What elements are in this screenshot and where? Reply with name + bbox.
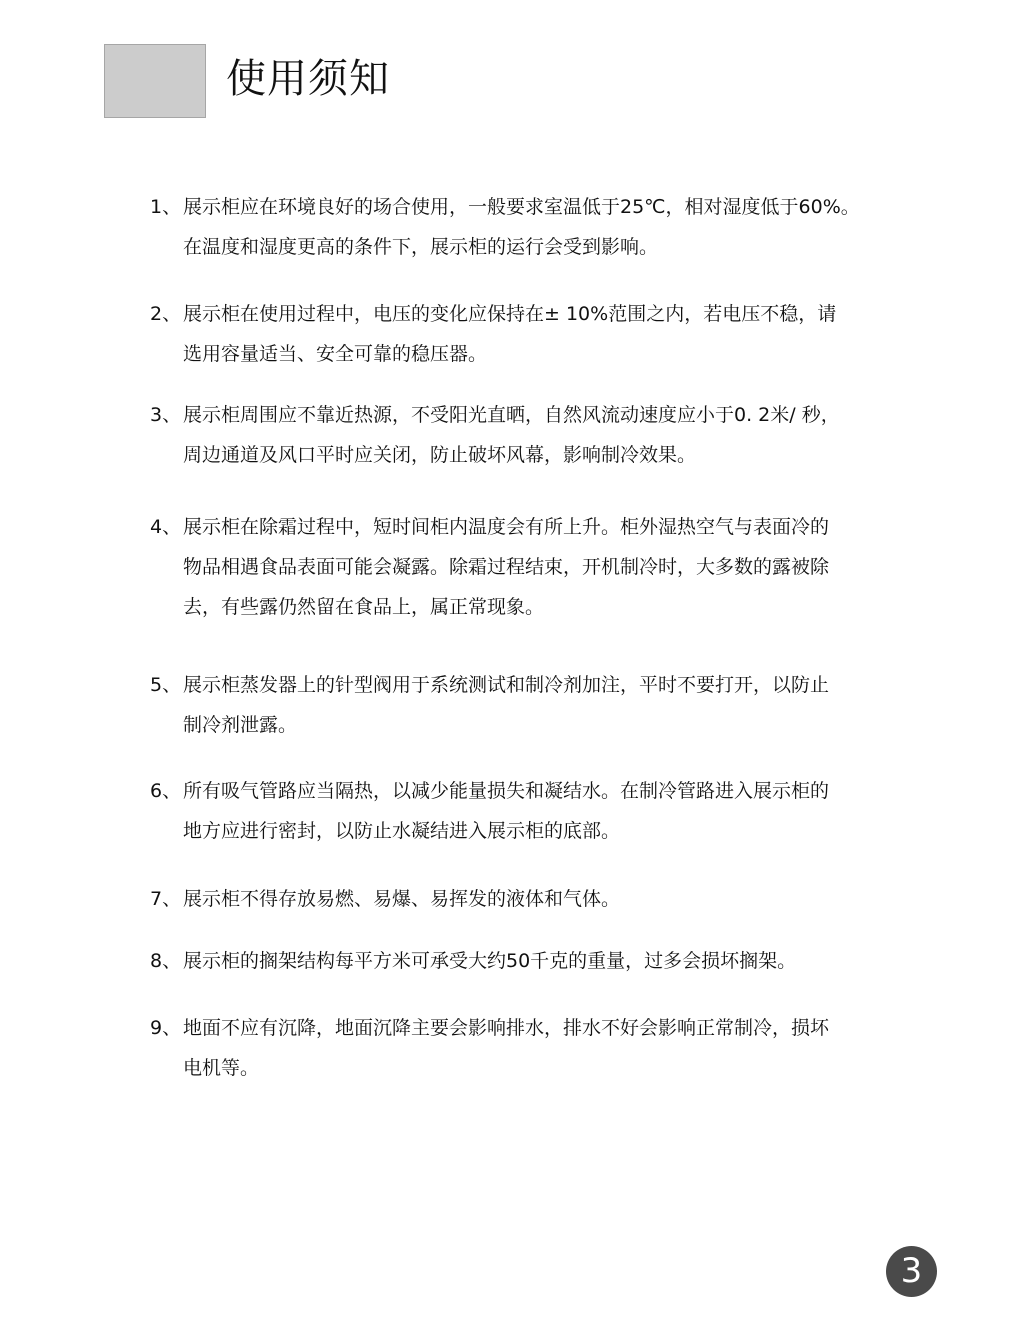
title-decoration-box <box>104 44 206 118</box>
note-text: 展示柜不得存放易燃、易爆、易挥发的液体和气体。 <box>183 888 621 910</box>
note-number: 8、 <box>150 950 182 972</box>
note-text: 展示柜应在环境良好的场合使用，一般要求室温低于25℃，相对湿度低于60%。 在温度和湿度更高的条件下，展示柜的运行会受到影响。 <box>183 196 860 258</box>
note-item-5 <box>150 665 940 745</box>
note-number: 3、 <box>150 404 182 426</box>
note-item-3 <box>150 395 940 475</box>
note-number: 2、 <box>150 303 182 325</box>
note-item-8 <box>150 941 940 981</box>
note-number: 4、 <box>150 516 182 538</box>
page-title: 使用须知 <box>226 56 390 102</box>
page-number-badge: 3 <box>886 1246 937 1297</box>
note-item-7 <box>150 879 940 919</box>
note-text: 所有吸气管路应当隔热，以减少能量损失和凝结水。在制冷管路进入展示柜的 地方应进行密封，以防止水凝结进入展示柜的底部。 <box>183 780 830 842</box>
note-text: 展示柜在除霜过程中，短时间柜内温度会有所上升。柜外湿热空气与表面冷的 物品相遇食品表面可能会凝露。除霜过程结束，开机制冷时，大多数的露被除 去，有些露仍然留在食品上，属正常现象。 <box>183 516 830 618</box>
note-number: 9、 <box>150 1017 182 1039</box>
note-text: 展示柜在使用过程中，电压的变化应保持在± 10%范围之内，若电压不稳，请 选用容量适当、安全可靠的稳压器。 <box>183 303 837 365</box>
note-item-1 <box>150 187 940 267</box>
note-item-6 <box>150 771 940 851</box>
note-text: 地面不应有沉降，地面沉降主要会影响排水，排水不好会影响正常制冷，损坏 电机等。 <box>183 1017 830 1079</box>
note-item-2 <box>150 294 940 374</box>
note-number: 7、 <box>150 888 182 910</box>
note-item-4 <box>150 507 940 627</box>
note-text: 展示柜的搁架结构每平方米可承受大约50千克的重量，过多会损坏搁架。 <box>183 950 797 972</box>
note-number: 6、 <box>150 780 182 802</box>
note-text: 展示柜周围应不靠近热源，不受阳光直晒，自然风流动速度应小于0. 2米/ 秒， 周边通道及风口平时应关闭，防止破坏风幕，影响制冷效果。 <box>183 404 840 466</box>
note-item-9 <box>150 1008 940 1088</box>
note-number: 1、 <box>150 196 182 218</box>
note-number: 5、 <box>150 674 182 696</box>
note-text: 展示柜蒸发器上的针型阀用于系统测试和制冷剂加注，平时不要打开，以防止 制冷剂泄露。 <box>183 674 830 736</box>
